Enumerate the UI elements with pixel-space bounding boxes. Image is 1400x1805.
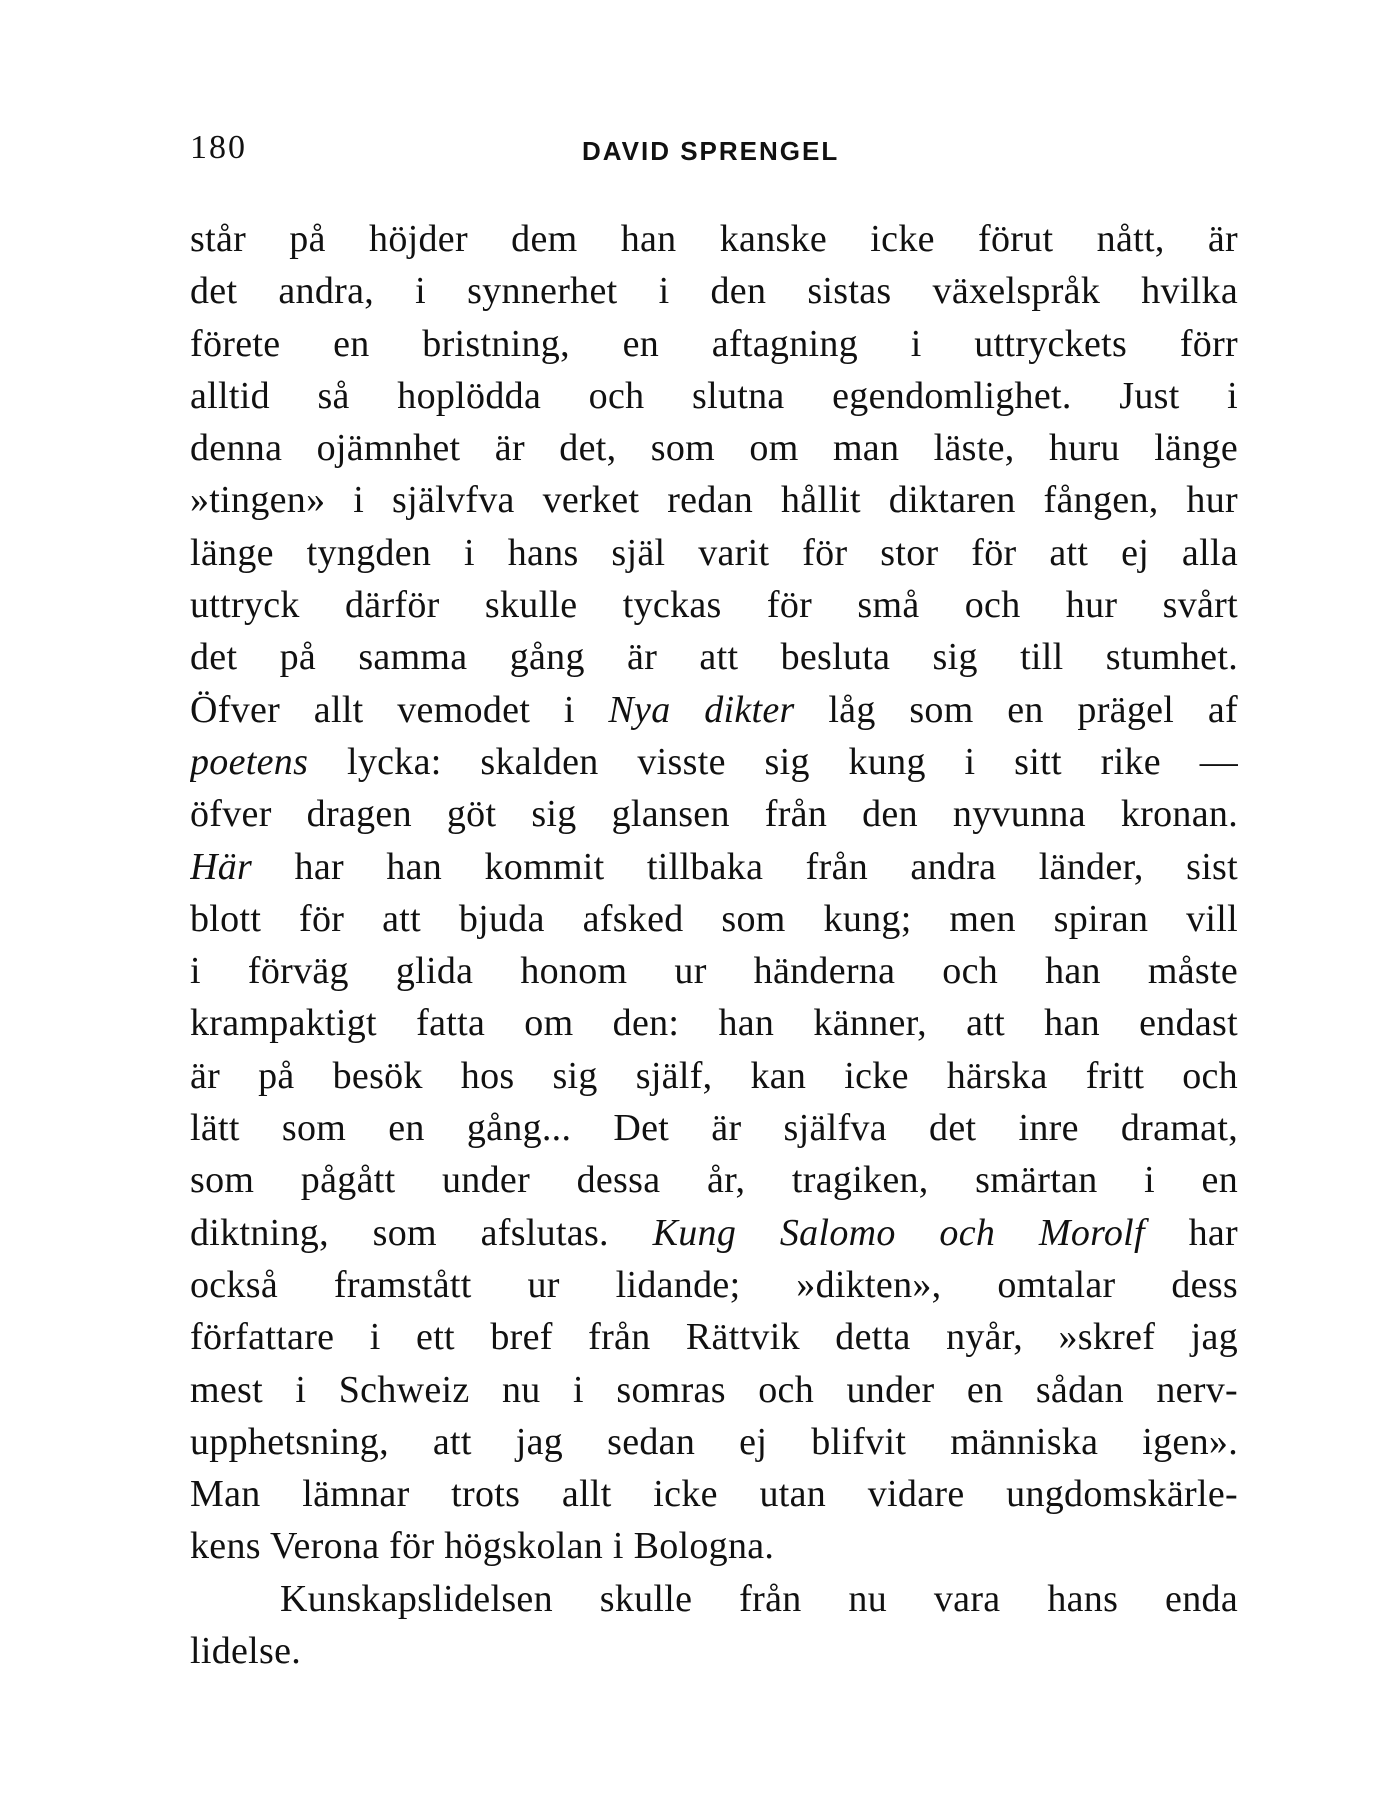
text-line: uttryck därför skulle tyckas för små och hur svårt xyxy=(190,584,1238,627)
text-line: länge tyngden i hans själ varit för stor för att ej alla xyxy=(190,531,1238,574)
text-line: det på samma gång är att besluta sig till stumhet. xyxy=(190,636,1238,679)
text-line: också framstått ur lidande; »dikten», omtalar dess xyxy=(190,1263,1238,1306)
italic-title: Nya dikter xyxy=(608,688,795,731)
text-line: Kunskapslidelsen skulle från nu vara hans enda xyxy=(280,1577,1238,1620)
text-line: förete en bristning, en aftagning i uttryckets förr xyxy=(190,322,1238,365)
text-line: Man lämnar trots allt icke utan vidare ungdomskärle- xyxy=(190,1473,1238,1516)
text-line xyxy=(190,684,1238,736)
text-line: som pågått under dessa år, tragiken, smärtan i en xyxy=(190,1159,1238,1202)
text-line: lidelse. xyxy=(190,1630,302,1673)
text-line: lätt som en gång... Det är själfva det inre dramat, xyxy=(190,1107,1238,1150)
text-line: står på höjder dem han kanske icke förut nått, är xyxy=(190,218,1238,260)
text-segment: låg som en prägel af xyxy=(794,688,1238,731)
text-line: denna ojämnhet är det, som om man läste, huru länge xyxy=(190,427,1238,470)
text-segment: har xyxy=(1144,1211,1238,1254)
text-line: mest i Schweiz nu i somras och under en sådan nerv- xyxy=(190,1368,1238,1411)
running-title: DAVID SPRENGEL xyxy=(582,136,840,166)
text-line: kens Verona för högskolan i Bologna. xyxy=(190,1525,775,1568)
italic-title: Här xyxy=(190,845,253,888)
text-segment: Öfver allt vemodet i xyxy=(190,688,609,731)
text-line: upphetsning, att jag sedan ej blifvit människa igen». xyxy=(190,1420,1238,1463)
text-line xyxy=(190,841,1238,893)
text-segment: har han kommit tillbaka från andra länder, sist xyxy=(252,845,1238,888)
text-line: krampaktigt fatta om den: han känner, att han endast xyxy=(190,1002,1238,1045)
text-line: blott för att bjuda afsked som kung; men spiran vill xyxy=(190,897,1238,940)
text-line: »tingen» i självfva verket redan hållit diktaren fången, hur xyxy=(190,479,1238,522)
text-line: det andra, i synnerhet i den sistas växelspråk hvilka xyxy=(190,270,1238,313)
text-line xyxy=(190,1207,1238,1259)
text-segment: lycka: skalden visste sig kung i sitt rike — xyxy=(308,740,1238,783)
text-segment: diktning, som afslutas. xyxy=(190,1211,653,1254)
text-line xyxy=(190,736,1238,788)
italic-word: poetens xyxy=(190,740,309,783)
text-line: är på besök hos sig själf, kan icke härska fritt och xyxy=(190,1054,1238,1097)
text-line: författare i ett bref från Rättvik detta nyår, »skref jag xyxy=(190,1316,1238,1359)
page-number: 180 xyxy=(190,129,247,166)
body-text xyxy=(190,213,1238,1677)
text-line: i förväg glida honom ur händerna och han måste xyxy=(190,950,1238,993)
italic-title: Kung Salomo och Morolf xyxy=(652,1211,1145,1254)
text-line: öfver dragen göt sig glansen från den nyvunna kronan. xyxy=(190,793,1238,836)
text-line: alltid så hoplödda och slutna egendomlighet. Just i xyxy=(190,374,1238,417)
